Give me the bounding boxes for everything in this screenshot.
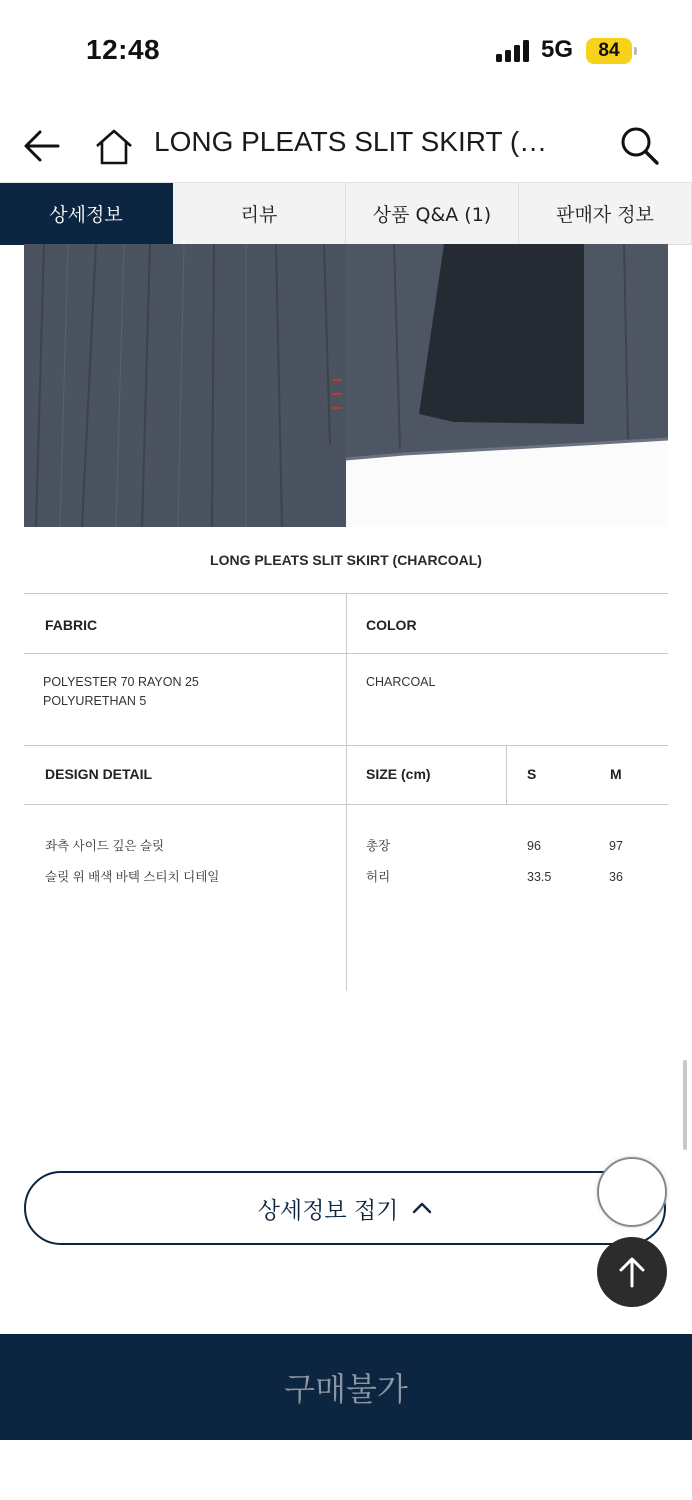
color-label: COLOR bbox=[366, 617, 417, 633]
network-label: 5G bbox=[541, 36, 574, 63]
collapse-details-button[interactable] bbox=[24, 1171, 666, 1245]
tab-seller-info[interactable]: 판매자 정보 bbox=[519, 183, 692, 245]
table-column-divider bbox=[506, 745, 507, 804]
detail-tabs bbox=[0, 182, 692, 244]
status-time: 12:48 bbox=[86, 34, 161, 65]
size-m-header: M bbox=[610, 766, 622, 782]
size-row-name: 허리 bbox=[366, 870, 391, 884]
fabric-label: FABRIC bbox=[45, 617, 98, 633]
design-detail-line1: 좌측 사이드 깊은 슬릿 bbox=[45, 839, 165, 853]
top-header bbox=[0, 108, 692, 182]
fabric-value-line2: POLYURETHAN 5 bbox=[43, 694, 147, 708]
color-value: CHARCOAL bbox=[366, 675, 436, 689]
arrow-up-icon bbox=[617, 1256, 647, 1288]
size-label: SIZE (cm) bbox=[366, 766, 431, 782]
size-row-m: 36 bbox=[609, 870, 623, 884]
collapse-details-label: 상세정보 접기 bbox=[257, 1197, 399, 1224]
scroll-to-top-button[interactable] bbox=[597, 1237, 667, 1307]
size-row-s: 96 bbox=[527, 839, 541, 853]
page-title: LONG PLEATS SLIT SKIRT (… bbox=[154, 126, 548, 157]
size-s-header: S bbox=[527, 766, 537, 782]
floating-action-button[interactable] bbox=[597, 1157, 667, 1227]
table-column-divider bbox=[346, 593, 347, 991]
fabric-value-line1: POLYESTER 70 RAYON 25 bbox=[43, 675, 199, 689]
signal-icon bbox=[496, 40, 532, 62]
design-detail-line2: 슬릿 위 배색 바텍 스티치 디테일 bbox=[45, 870, 220, 884]
home-icon[interactable] bbox=[94, 128, 134, 166]
back-arrow-icon[interactable] bbox=[22, 128, 62, 164]
chevron-up-icon bbox=[412, 1202, 432, 1214]
size-row-m: 97 bbox=[609, 839, 623, 853]
purchase-button-label: 구매불가 bbox=[284, 1370, 408, 1408]
product-detail-image bbox=[24, 244, 668, 527]
purchase-unavailable-button[interactable] bbox=[0, 1334, 692, 1440]
scrollbar[interactable] bbox=[683, 1060, 687, 1150]
status-bar bbox=[0, 0, 692, 100]
search-icon[interactable] bbox=[620, 126, 660, 166]
size-row-name: 총장 bbox=[366, 839, 391, 853]
size-row-s: 33.5 bbox=[527, 870, 552, 884]
tab-detail-info[interactable]: 상세정보 bbox=[0, 183, 173, 245]
battery-indicator: 84 bbox=[586, 38, 632, 64]
product-caption: LONG PLEATS SLIT SKIRT (CHARCOAL) bbox=[210, 552, 482, 568]
tab-reviews[interactable]: 리뷰 bbox=[173, 183, 346, 245]
tab-product-qa[interactable]: 상품 Q&A (1) bbox=[346, 183, 519, 245]
design-detail-label: DESIGN DETAIL bbox=[45, 766, 153, 782]
